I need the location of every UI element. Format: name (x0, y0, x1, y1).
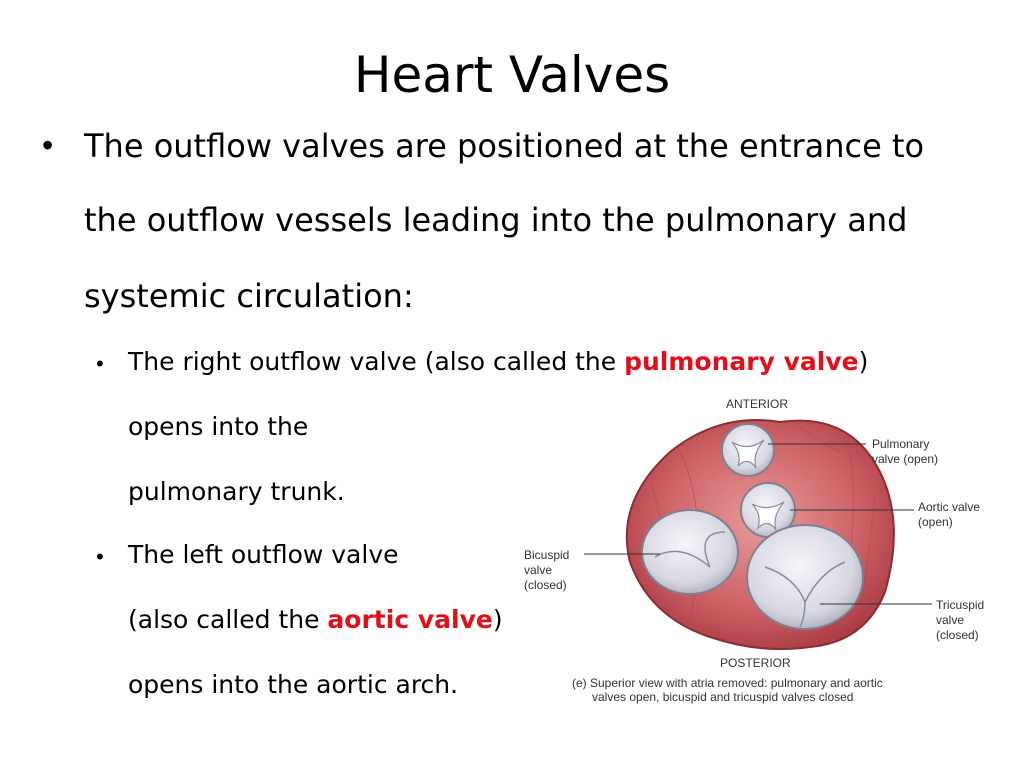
sub1-post: ) (858, 347, 869, 376)
posterior-label: POSTERIOR (720, 656, 791, 670)
sub2-line-1: The left outflow valve (128, 540, 399, 569)
pulmonary-label-1: Pulmonary (872, 437, 930, 451)
tricuspid-label-2: valve (936, 613, 965, 627)
sub2-pre: (also called the (128, 605, 328, 634)
bicuspid-label-2: valve (524, 563, 553, 577)
pulmonary-valve-highlight: pulmonary valve (624, 347, 859, 376)
caption-line-2: valves open, bicuspid and tricuspid valves closed (592, 690, 854, 704)
sub2-post: ) (492, 605, 503, 634)
sub2-line-3: opens into the aortic arch. (128, 670, 459, 699)
main-line-3: systemic circulation: (84, 277, 414, 315)
tricuspid-label-1: Tricuspid (936, 598, 985, 612)
bullet-dot: • (42, 127, 54, 163)
sub2-line-2 (128, 604, 503, 636)
sub1-line-2: opens into the (128, 412, 309, 441)
aortic-label-2: (open) (918, 515, 953, 529)
sub-bullet-dot-1: • (96, 351, 104, 376)
tricuspid-label-3: (closed) (936, 628, 979, 642)
sub-bullet-dot-2: • (96, 544, 104, 569)
sub1-pre: The right outflow valve (also called the (128, 347, 625, 376)
bicuspid-label-3: (closed) (524, 578, 567, 592)
aortic-valve-highlight: aortic valve (327, 605, 493, 634)
tricuspid-valve-shape (747, 525, 863, 629)
sub1-line-3: pulmonary trunk. (128, 477, 345, 506)
main-line-2: the outflow vessels leading into the pulmonary and (84, 201, 908, 239)
main-line-1: The outflow valves are positioned at the entrance to (84, 127, 925, 165)
caption-line-1: (e) Superior view with atria removed: pulmonary and aortic (572, 676, 883, 690)
aortic-label-1: Aortic valve (918, 500, 981, 514)
sub1-line-1 (128, 346, 868, 378)
slide-title: Heart Valves (353, 46, 671, 104)
anterior-label: ANTERIOR (726, 397, 789, 411)
heart-valves-figure (520, 392, 1020, 712)
bicuspid-valve-shape (642, 510, 738, 594)
bicuspid-label-1: Bicuspid (524, 548, 570, 562)
pulmonary-label-2: valve (open) (872, 452, 939, 466)
